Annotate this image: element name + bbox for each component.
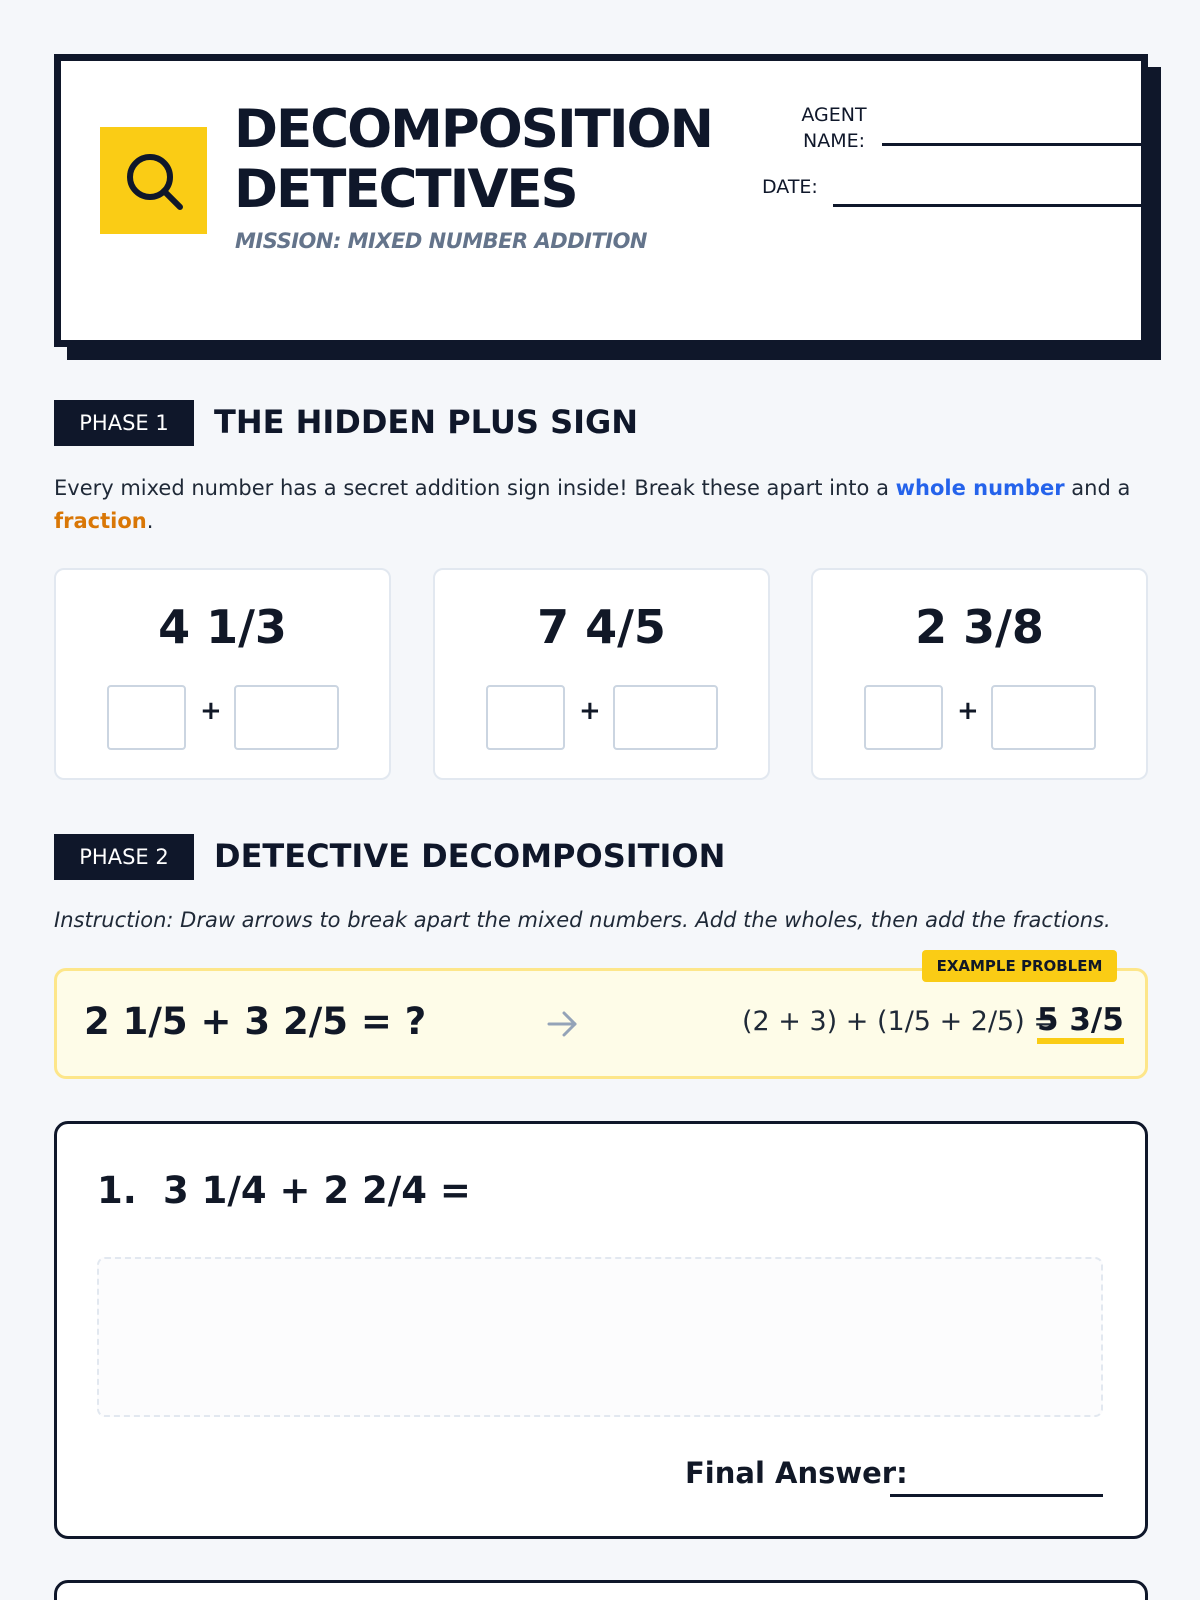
intro-and: and a	[1071, 476, 1131, 500]
work-area[interactable]	[97, 1257, 1103, 1417]
mixed-number: 4 1/3	[158, 600, 287, 654]
mixed-number: 7 4/5	[537, 600, 666, 654]
intro-text: Every mixed number has a secret addition sign inside! Break these apart into a	[54, 476, 889, 500]
logo-badge	[100, 127, 207, 234]
magnifying-glass-icon	[124, 151, 184, 211]
phase-2-title: DETECTIVE DECOMPOSITION	[214, 837, 726, 875]
date-field[interactable]	[833, 204, 1142, 207]
phase-2-badge: PHASE 2	[54, 834, 194, 880]
title-line-2: DETECTIVES	[234, 159, 577, 220]
example-problem-tag: EXAMPLE PROBLEM	[922, 950, 1117, 982]
whole-number-box[interactable]	[486, 685, 565, 750]
intro-whole-number: whole number	[895, 476, 1065, 500]
decompose-card-3	[811, 568, 1148, 780]
whole-number-box[interactable]	[864, 685, 943, 750]
agent-name-label: AGENT NAME:	[801, 104, 867, 152]
problem-card-2	[54, 1580, 1148, 1600]
final-answer-label: Final Answer:	[685, 1456, 908, 1490]
phase-1-badge: PHASE 1	[54, 400, 194, 446]
plus-sign: +	[957, 696, 979, 726]
page-title	[234, 100, 712, 220]
decompose-card-1	[54, 568, 391, 780]
agent-name-field[interactable]	[882, 143, 1142, 146]
example-work: (2 + 3) + (1/5 + 2/5) =	[742, 1006, 1056, 1037]
mission-subtitle: MISSION: MIXED NUMBER ADDITION	[235, 229, 648, 253]
fraction-box[interactable]	[613, 685, 718, 750]
problem-expression: 3 1/4 + 2 2/4 =	[163, 1169, 471, 1212]
decompose-card-2	[433, 568, 770, 780]
final-answer-field[interactable]	[890, 1494, 1103, 1497]
mixed-number: 2 3/8	[915, 600, 1044, 654]
intro-fraction: fraction	[54, 509, 147, 533]
fraction-box[interactable]	[991, 685, 1096, 750]
whole-number-box[interactable]	[107, 685, 186, 750]
date-label: DATE:	[762, 176, 818, 198]
example-problem-expression: 2 1/5 + 3 2/5 = ?	[84, 1000, 427, 1043]
phase-1-intro	[54, 472, 1154, 538]
fraction-box[interactable]	[234, 685, 339, 750]
plus-sign: +	[200, 696, 222, 726]
example-answer: 5 3/5	[1037, 1002, 1124, 1044]
phase-1-title: THE HIDDEN PLUS SIGN	[214, 403, 639, 441]
plus-sign: +	[579, 696, 601, 726]
arrow-right-icon	[547, 1009, 579, 1039]
problem-number: 1.	[97, 1169, 137, 1212]
phase-2-instruction: Instruction: Draw arrows to break apart the mixed numbers. Add the wholes, then add the fractions.	[54, 908, 1111, 932]
title-line-1: DECOMPOSITION	[234, 99, 712, 160]
intro-period: .	[146, 509, 154, 533]
